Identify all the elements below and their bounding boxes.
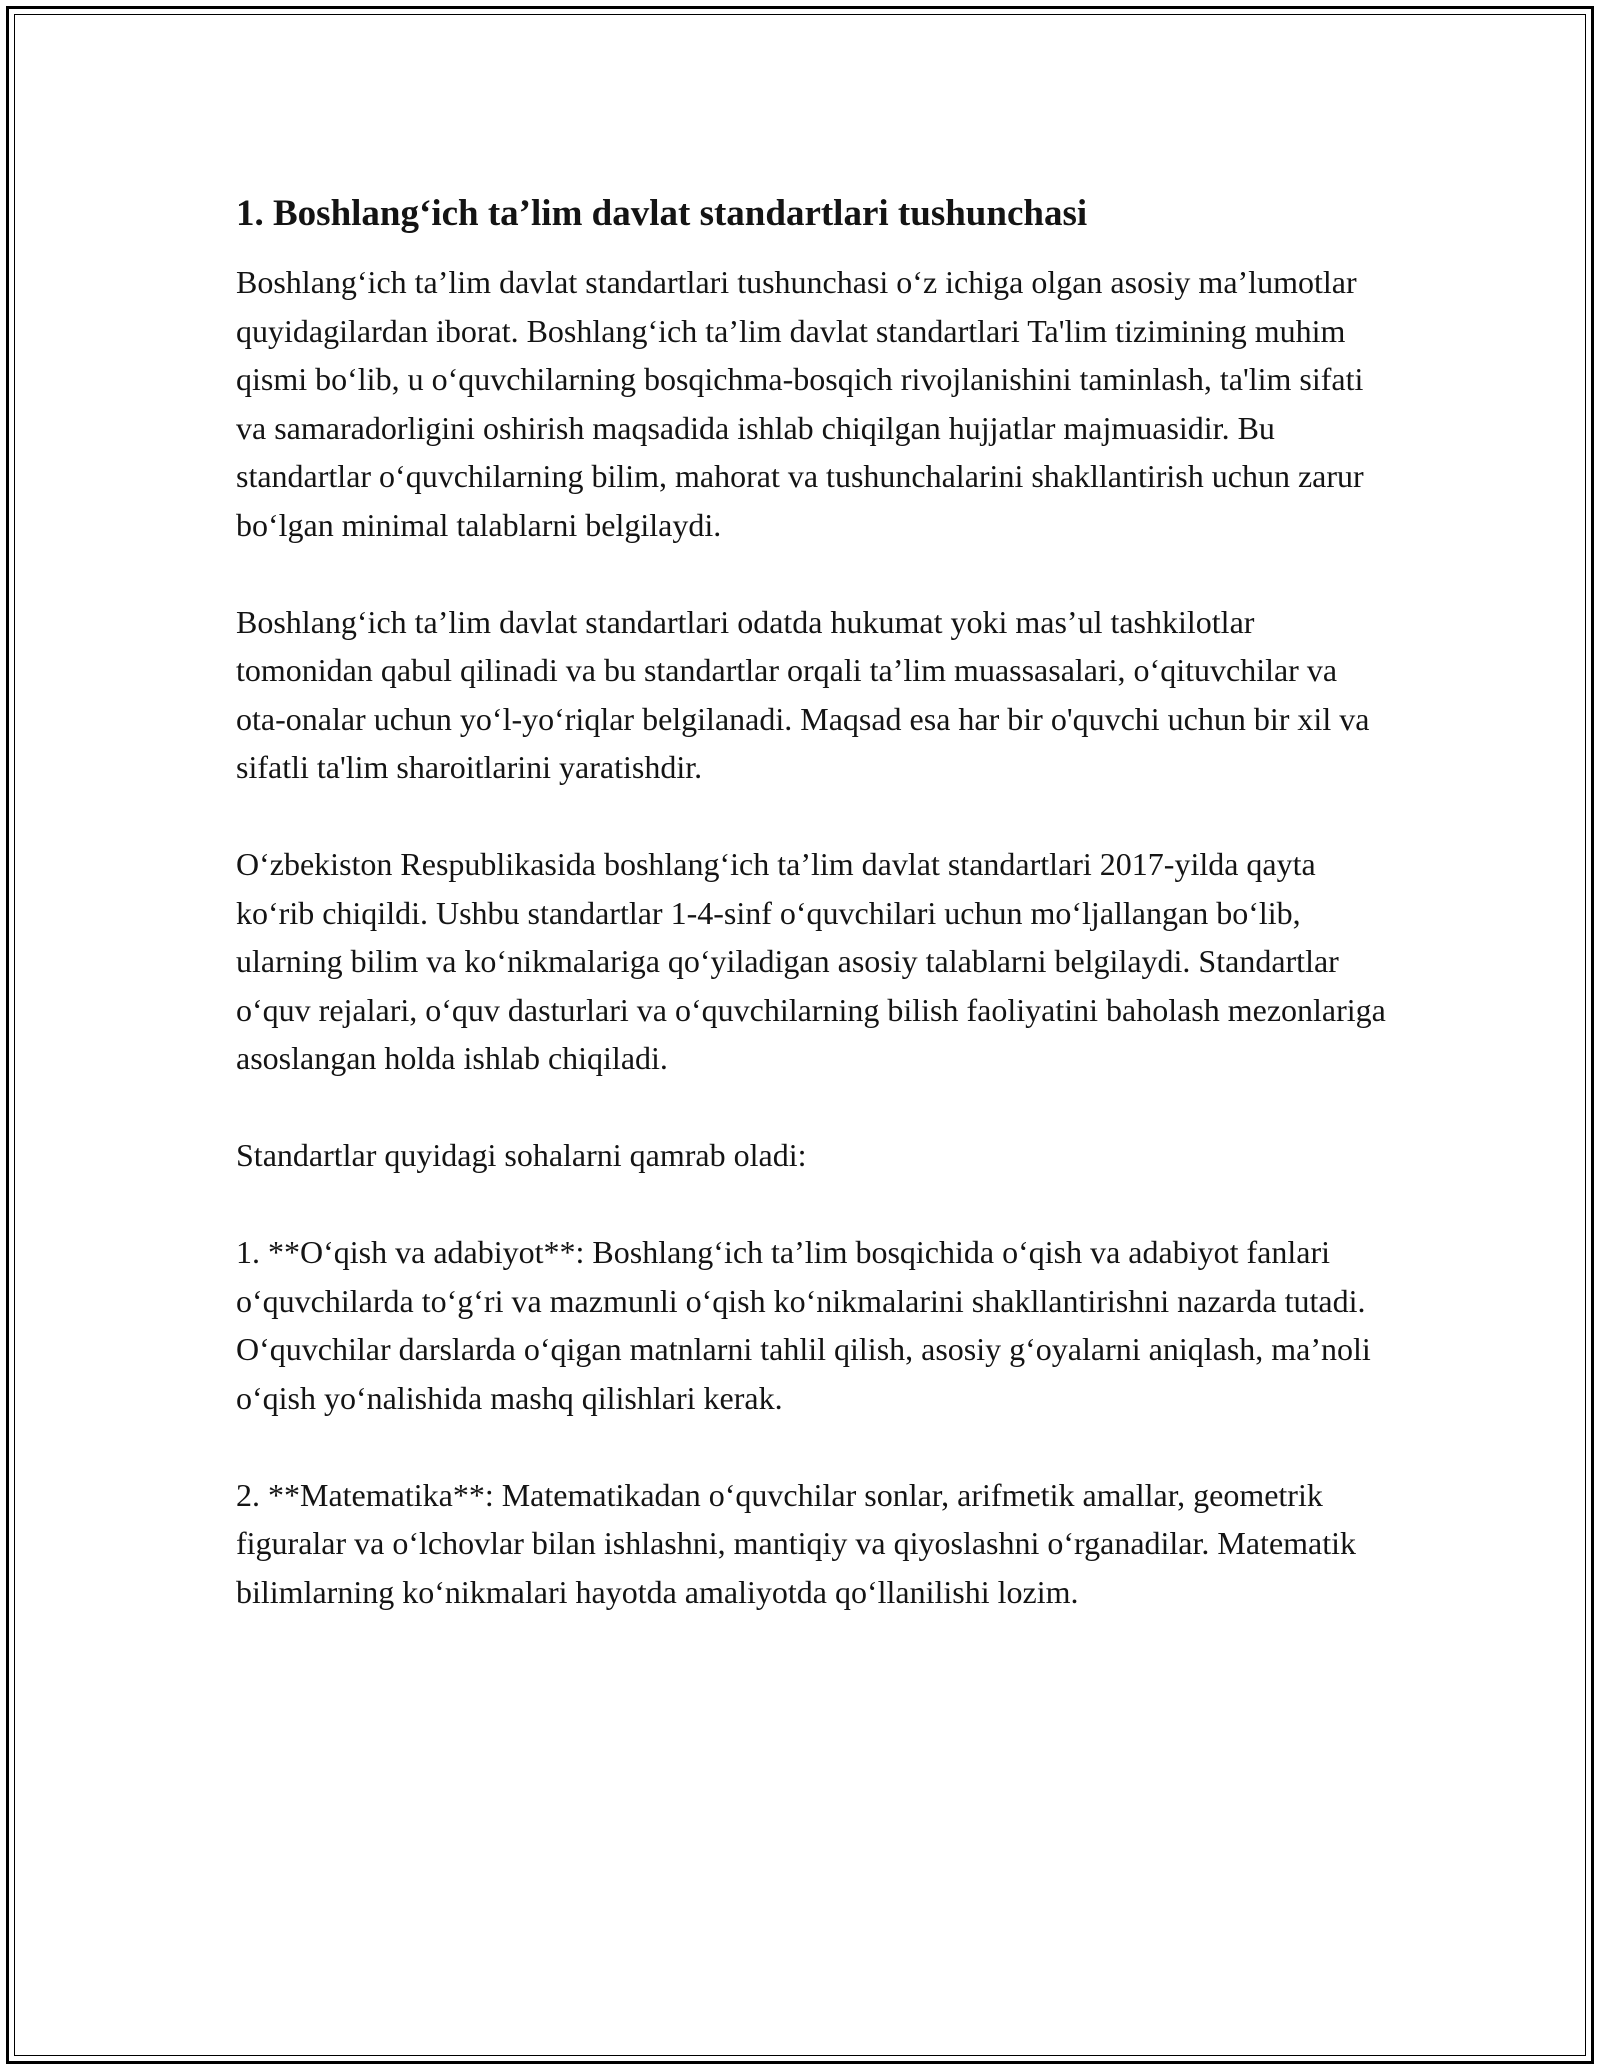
paragraph-adoption: Boshlang‘ich ta’lim davlat standartlari odatda hukumat yoki mas’ul tashkilotlar tomonidan qabul qilinadi va bu standartlar orqali ta’lim muassasalari, o‘qituvchilar va ota-onalar uchun yo‘l-yo‘riqlar belgilanadi. Maqsad esa har bir o'quvchi uchun bir xil va sifatli ta'lim sharoitlarini yaratishdir. — [236, 603, 1370, 785]
paragraph-intro: Boshlang‘ich ta’lim davlat standartlari tushunchasi o‘z ichiga olgan asosiy ma’lumotlar quyidagilardan iborat. Boshlang‘ich ta’lim davlat standartlari Ta'lim tizimining muhim qismi bo‘lib, u o‘quvchilarning bosqichma-bosqich rivojlanishini taminlash, ta'lim sifati va samaradorligini oshirish maqsadida ishlab chiqilgan hujjatlar majmuasidir. Bu standartlar o‘quvchilarning bilim, mahorat va tushunchalarini shakllantirish uchun zarur bo‘lgan minimal talablarni belgilaydi. — [236, 264, 1364, 543]
paragraph-reading-literature: 1. **O‘qish va adabiyot**: Boshlang‘ich ta’lim bosqichida o‘qish va adabiyot fanlari o‘quvchilarda to‘g‘ri va mazmunli o‘qish ko‘nikmalarini shakllantirishni nazarda tutadi. O‘quvchilar darslarda o‘qigan matnlarni tahlil qilish, asosiy g‘oyalarni aniqlash, ma’noli o‘qish yo‘nalishida mashq qilishlari kerak. — [236, 1234, 1371, 1416]
paragraph-mathematics: 2. **Matematika**: Matematikadan o‘quvchilar sonlar, arifmetik amallar, geometrik figuralar va o‘lchovlar bilan ishlashni, mantiqiy va qiyoslashni o‘rganadilar. Matematik bilimlarning ko‘nikmalari hayotda amaliyotda qo‘llanilishi lozim. — [236, 1476, 1357, 1610]
document-page — [236, 192, 1386, 1616]
paragraph-uzbekistan: O‘zbekiston Respublikasida boshlang‘ich ta’lim davlat standartlari 2017-yilda qayta ko‘rib chiqildi. Ushbu standartlar 1-4-sinf o‘quvchilari uchun mo‘ljallangan bo‘lib, ularning bilim va ko‘nikmalariga qo‘yiladigan asosiy talablarni belgilaydi. Standartlar o‘quv rejalari, o‘quv dasturlari va o‘quvchilarning bilish faoliyatini baholash mezonlariga asoslangan holda ishlab chiqiladi. — [236, 846, 1386, 1076]
section-title: 1. Boshlang‘ich ta’lim davlat standartlari tushunchasi — [236, 193, 1088, 234]
paragraph-areas-intro: Standartlar quyidagi sohalarni qamrab oladi: — [236, 1137, 807, 1173]
